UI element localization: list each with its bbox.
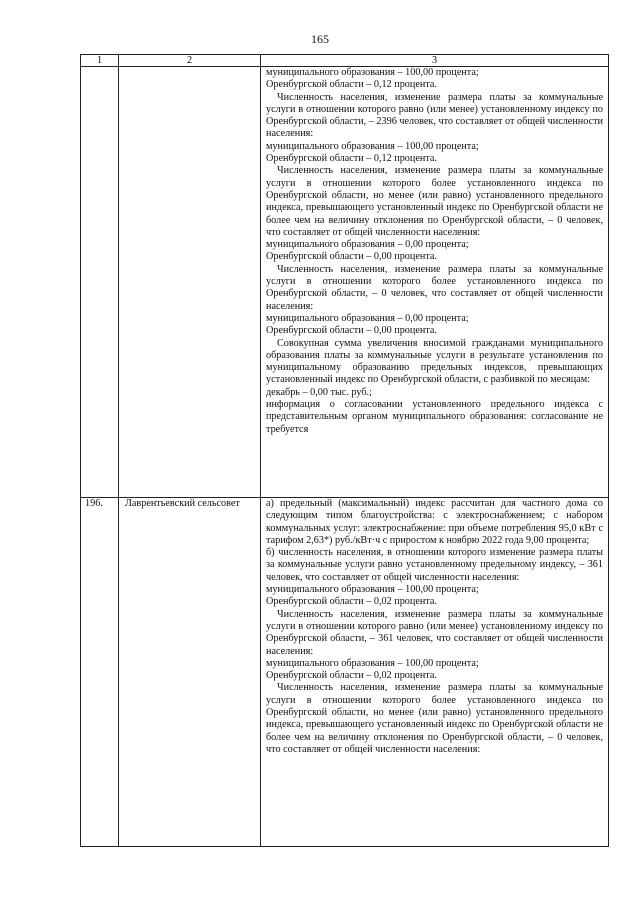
paragraph: а) предельный (максимальный) индекс рассчитан для частного дома со следующим типом благоустройства: с электроснабжением; с набором коммунальных услуг: электроснабжение: при объеме потребления 95,0 кВт с тарифом 2,63*) руб./кВт·ч с приростом к ноябрю 2022 года 9,00 процента; — [266, 498, 603, 546]
description-cell — [261, 498, 609, 847]
paragraph: Оренбургской области – 0,02 процента. — [266, 670, 437, 682]
paragraph: муниципального образования – 0,00 процента; — [266, 239, 469, 251]
paragraph: Численность населения, изменение размера платы за коммунальные услуги в отношении которого равно (или менее) установленному индексу по Оренбургской области, – 361 человек, что составляет от общей численности населения: — [266, 608, 603, 657]
row-number-cell: 196. — [81, 498, 119, 847]
paragraph: Совокупная сумма увеличения вносимой гражданами муниципального образования платы за коммунальные услуги в результате установления по муниципальному образованию предельных индексов, превышающих установленный индекс по Оренбургской области, с разбивкой по месяцам: — [266, 337, 603, 386]
settlement-cell — [119, 67, 261, 498]
paragraph: Численность населения, изменение размера платы за коммунальные услуги в отношении которого равно (или менее) установленному индексу по Оренбургской области, – 2396 человек, что составляет от общей численности населения: — [266, 91, 603, 140]
table-header-row — [81, 55, 609, 67]
data-table — [80, 54, 609, 847]
paragraph: Оренбургской области – 0,00 процента. — [266, 251, 437, 263]
paragraph: декабрь – 0,00 тыс. руб.; — [266, 386, 372, 398]
paragraph: Численность населения, изменение размера платы за коммунальные услуги в отношении которого более установленного индекса по Оренбургской области, но менее (или равно) установленного предельного индекса, превышающего установленный индекс по Оренбургской области не более чем на величину отклонения по Оренбургской области, – 0 человек, что составляет от общей численности населения: — [266, 682, 603, 755]
paragraph: муниципального образования – 100,00 процента; — [266, 657, 479, 669]
paragraph: муниципального образования – 100,00 процента; — [266, 584, 479, 596]
paragraph: Оренбургской области – 0,12 процента. — [266, 79, 437, 91]
paragraph: муниципального образования – 0,00 процента; — [266, 312, 469, 324]
paragraph: муниципального образования – 100,00 процента; — [266, 140, 479, 152]
column-header: 2 — [119, 55, 261, 67]
paragraph: б) численность населения, в отношении которого изменение размера платы за коммунальные услуги равно установленному предельному индексу, – 361 человек, что составляет от общей численности населения: — [266, 547, 603, 583]
page-number: 165 — [311, 32, 329, 46]
paragraph: Оренбургской области – 0,12 процента. — [266, 153, 437, 165]
paragraph: Численность населения, изменение размера платы за коммунальные услуги в отношении которого более установленного индекса по Оренбургской области, но менее (или равно) установленного предельного индекса, превышающего установленный индекс по Оренбургской области не более чем на величину отклонения по Оренбургской области, – 0 человек, что составляет от общей численности населения: — [266, 165, 603, 238]
paragraph: Оренбургской области – 0,02 процента. — [266, 596, 437, 608]
paragraph: Численность населения, изменение размера платы за коммунальные услуги в отношении которого более установленного индекса по Оренбургской области, – 0 человек, что составляет от общей численности населения: — [266, 263, 603, 312]
paragraph: Оренбургской области – 0,00 процента. — [266, 325, 437, 337]
table-row — [81, 67, 609, 498]
paragraph: муниципального образования – 100,00 процента; — [266, 67, 479, 78]
description-cell — [261, 67, 609, 498]
paragraph: информация о согласовании установленного предельного индекса с представительным органом муниципального образования: согласование не требуется — [266, 399, 603, 435]
column-header: 3 — [261, 55, 609, 67]
column-header: 1 — [81, 55, 119, 67]
table-row — [81, 498, 609, 847]
settlement-cell: Лаврентьевский сельсовет — [119, 498, 261, 847]
row-number-cell — [81, 67, 119, 498]
